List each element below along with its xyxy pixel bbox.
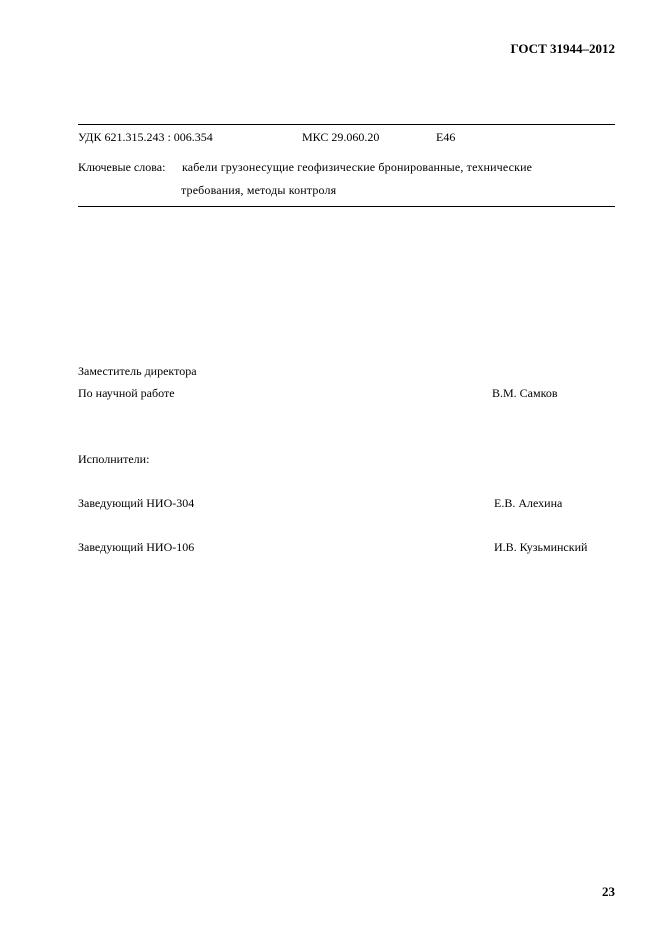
executor-position: Заведующий НИО-106 (78, 540, 195, 554)
standard-code: ГОСТ 31944–2012 (510, 41, 615, 56)
keywords-line-2: требования, методы контроля (181, 183, 337, 197)
deputy-name: В.М. Самков (492, 386, 558, 400)
mks-code: МКС 29.060.20 (302, 130, 380, 144)
keywords-label: Ключевые слова: (78, 160, 166, 174)
deputy-department: По научной работе (78, 386, 175, 400)
bottom-divider (78, 206, 615, 207)
group-code: Е46 (436, 130, 456, 144)
executor-name: И.В. Кузьминский (494, 540, 588, 554)
page-number: 23 (602, 884, 615, 899)
keywords-line-1: кабели грузонесущие геофизические бронированные, технические (182, 160, 533, 174)
executors-label: Исполнители: (78, 452, 150, 466)
executor-position: Заведующий НИО-304 (78, 496, 195, 510)
deputy-title: Заместитель директора (78, 364, 197, 378)
top-divider (78, 124, 615, 125)
executor-name: Е.В. Алехина (494, 496, 563, 510)
udk-code: УДК 621.315.243 : 006.354 (78, 130, 213, 144)
